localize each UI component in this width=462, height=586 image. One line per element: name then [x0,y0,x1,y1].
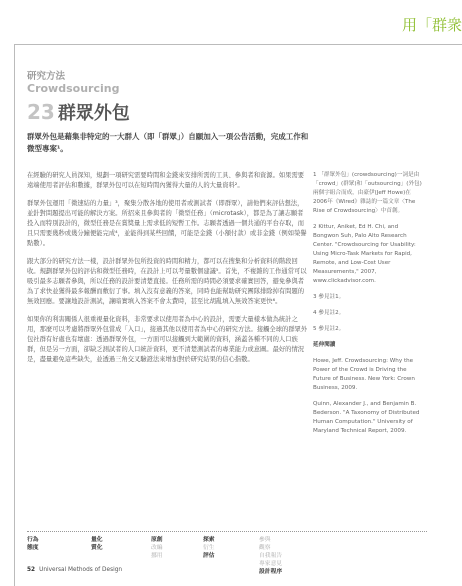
taxonomy-term: 原創 [151,537,163,543]
divider [27,531,427,532]
taxonomy-term: 專家意見 [259,561,283,567]
section-label-en: Crowdsourcing [27,82,120,95]
footnote: 3 參見註1。 [313,294,345,300]
footnote: 4 參見註2。 [313,310,345,316]
footnote: 1 「群眾外包」(crowdsourcing)一詞是由「crowd」(群眾)和「outsourcing」(外包)兩個字組合而成，由豪伊(Jeff Howe)在2006年《Wired》雜誌的一篇文章〈The Rise of Crowdsourcing〉中首創。 [313,172,422,214]
taxonomy-term: 觀察 [259,545,271,551]
taxonomy-term: 衍生 [203,545,215,551]
method-taxonomy-grid [27,536,427,575]
taxonomy-term: 評估 [203,553,215,559]
section-label-zh: 研究方法 [27,71,66,82]
taxonomy-term: 行為 [27,537,39,543]
body-text [27,171,309,373]
taxonomy-term: 設計程序 [259,569,283,575]
further-reading-heading: 延伸閱讀 [313,342,336,348]
sidebar-notes [313,171,423,443]
page-title [27,99,130,123]
lead-paragraph: 群眾外包是藉集非特定的一大群人（即「群眾」）自願加入一項公告活動，完成工作和微型專案¹。 [27,132,309,153]
taxonomy-term: 參與 [259,537,271,543]
taxonomy-column [151,536,163,560]
page-number: 52 [27,567,36,573]
taxonomy-term: 態度 [27,545,39,551]
footnote: 5 參見註2。 [313,326,345,332]
taxonomy-term: 量化 [91,537,103,543]
body-paragraph: 群眾外包運用「微速結的力量」³，聚集分散各地的使用者或測試者（即群眾），請他們來評估想法，並針對問題提出可能的解決方案。所招來且參與者的「微型任務」（microtask），都是為了讓志願者投入而特別設計的，微型任務是在賞獎量上需求低的短暫工作。志願者透過一個共通的平台存取，而且只需要幾秒或幾分鐘便能完成⁴，並能得到某些回饋，可能是金錢（小額付款）或非金錢（例如榮譽點數）。 [27,200,307,247]
taxonomy-term: 挪用 [151,553,163,559]
taxonomy-term: 自我報告 [259,553,283,559]
taxonomy-column [203,536,215,560]
body-paragraph: 在經驗的研究人員深知，規劃一項研究需要時間和金錢來安排所需的工具、參與者和資源。如果需要遠端使用者評估和數據，群眾外包可以在短時間內獲得大量的人的大量資料²。 [27,172,305,189]
taxonomy-column [91,536,103,552]
top-tab-strip [0,0,462,38]
page-footer [27,567,122,573]
body-paragraph: 跟大部分的研究方法一樣，設計群眾外包所投資的時間和精力，都可以在搜集和分析資料的階段回收。規劃群眾外包的評估和微型任務時，在設計上可以考量數個建議⁵。首先，不複雜的工作通常可以吸引最多志願者參與，所以任務的設計要清楚直接。任務所需的時間必須要求確實回答，避免參與者為了求快並獲得最多報酬而敷衍了事。填入沒有意義的答案，同時也能幫助研究團隊排除掉有問題的無效回應。要讓地設計測試，讓暗實填入答案不會太費時，甚至比胡亂填入無效答案更快⁶。 [27,258,307,305]
footnote: 2 Kittur, Aniket, Ed H. Chi, and Bongwon Suh, Palo Alto Research Center. "Crowdsourcing for Usability: Using Micro-Task Markets for Rapid, Remote, and Low-Cost User Measurements," 2007, www.clickadvisor.com. [313,224,416,284]
taxonomy-term: 探索 [203,537,215,543]
reference: Quinn, Alexander J., and Benjamin B. Bederson. "A Taxonomy of Distributed Human Computation." University of Maryland Technical Report, 2009. [313,401,420,434]
taxonomy-column [27,536,39,552]
taxonomy-column [259,536,282,576]
body-paragraph: 如果你的利害關係人很重視量化資料，非常要求以使用者為中心的設計，需要大量樣本做為統計之用，那麼可以考慮將群眾外包當成「入口」，接過其他以使用者為中心的研究方法。接觸全球的群眾外包社群有好處也有壞處：透過群眾外包，一方面可以接觸到大範圍的資料，涵蓋各種不同的人口族群，但是另一方面，卻缺乏測試者的人口統計資料，更不清楚測試者的專業能力或意圖。最好的情況是，盡量避免這些缺失，並透過三角交叉驗證法來增加對於研究結果的信心指數。 [27,316,308,363]
chapter-banner: 用「群衆 [401,16,462,34]
taxonomy-term: 改編 [151,545,163,551]
method-title: 群眾外包 [57,103,130,124]
book-title: Universal Methods of Design [39,567,123,573]
reference: Howe, Jeff. Crowdsourcing: Why the Power of the Crowd is Driving the Future of Business. New York: Crown Business, 2009. [313,358,415,391]
book-page [14,44,462,586]
method-number: 23 [27,100,55,124]
taxonomy-term: 質化 [91,545,103,551]
